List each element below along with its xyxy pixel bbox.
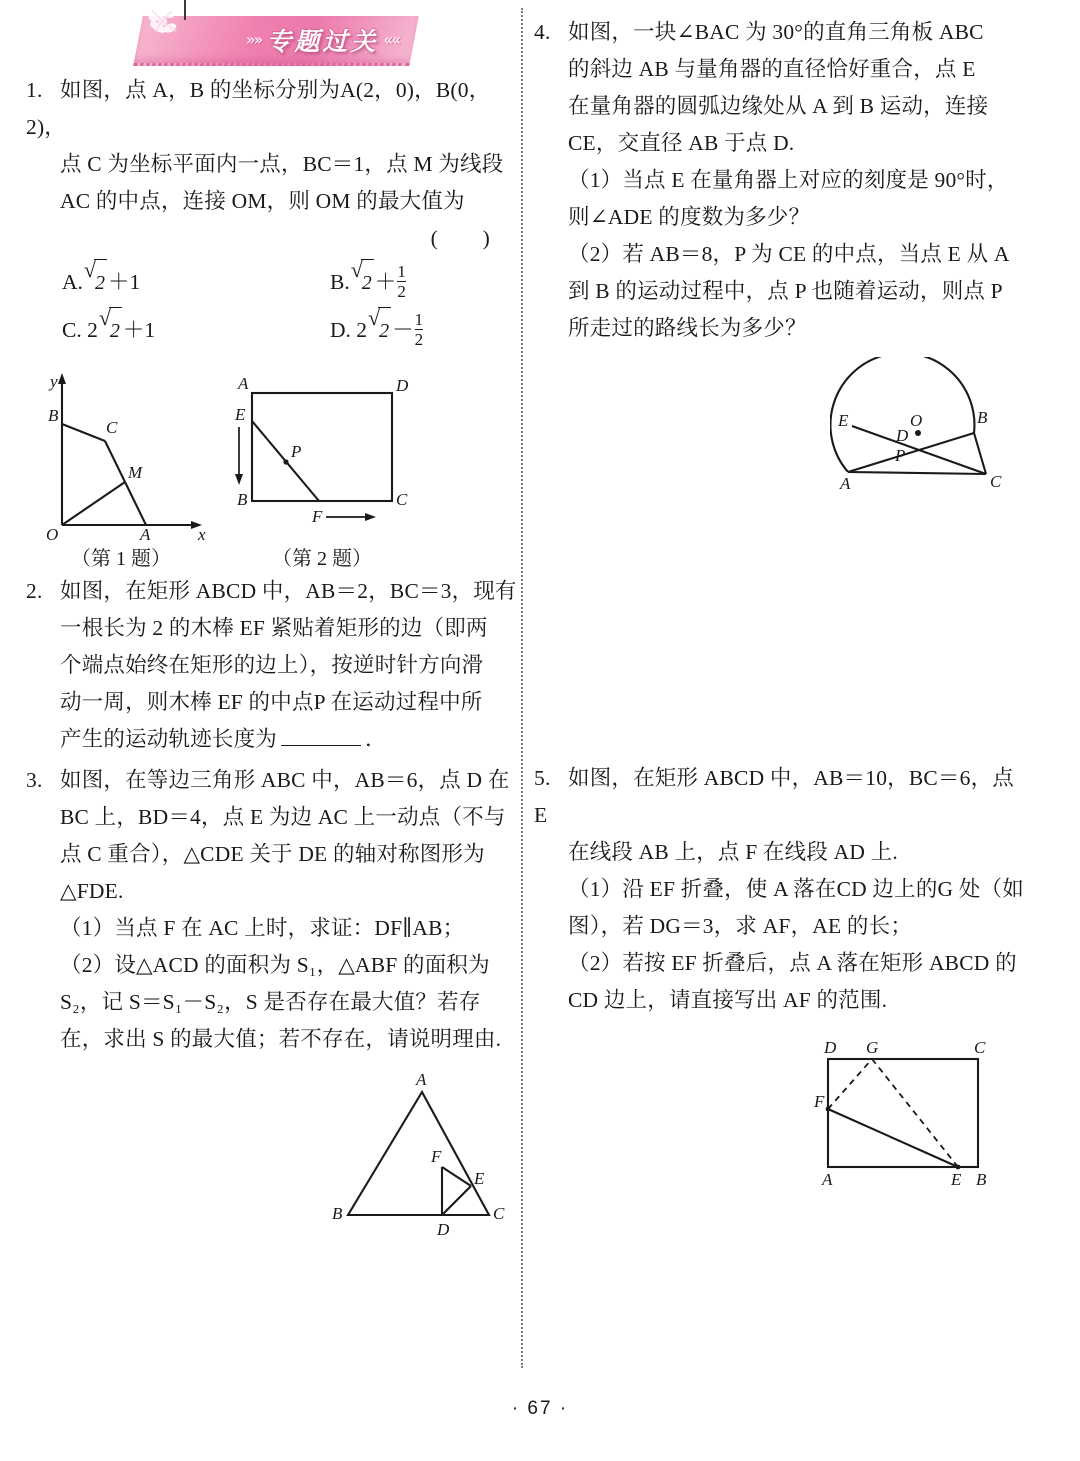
- figure-4-protractor-diagram: [830, 357, 1020, 502]
- figure-1-label-C: C: [106, 418, 118, 437]
- choice-d[interactable]: [330, 307, 424, 353]
- problem-2-line-4: 动一周，则木棒 EF 的中点P 在运动过程中所: [60, 690, 483, 714]
- figure-2-label-E: E: [235, 405, 246, 424]
- section-banner: [138, 0, 518, 72]
- choice-a-label: A.: [62, 270, 83, 294]
- sqrt-icon: √ 2: [368, 307, 391, 353]
- choice-a[interactable]: [62, 259, 330, 305]
- figure-3-label-C: C: [493, 1204, 505, 1223]
- problem-4-line-2: 的斜边 AB 与量角器的直径恰好重合，点 E: [568, 57, 976, 81]
- left-column: [26, 0, 518, 1252]
- choice-b[interactable]: [330, 259, 407, 305]
- problem-1-choices-row-1: [26, 259, 518, 305]
- problem-5-sub-3: （2）若按 EF 折叠后，点 A 落在矩形 ABCD 的: [568, 951, 1017, 975]
- figure-2-rectangle-diagram: [222, 365, 422, 540]
- figures-1-2-row: [26, 365, 518, 540]
- figure-4-label-O: O: [910, 411, 923, 430]
- figure-2-label-B: B: [237, 490, 248, 509]
- problem-4-line-1: [534, 14, 1026, 51]
- problem-2-line-5: [26, 721, 518, 758]
- problem-5-line-1: [534, 760, 1026, 834]
- figure-1-label-y: y: [50, 372, 58, 391]
- figure-4-label-P: P: [895, 446, 906, 465]
- figure-4-label-A: A: [840, 474, 851, 493]
- figure-3-label-F: F: [431, 1147, 442, 1166]
- problem-4: [534, 14, 1026, 347]
- problem-1: [26, 72, 518, 353]
- fraction-one-half: $\frac{1}{2}$: [397, 261, 406, 301]
- problem-4-sub-2: 则∠ADE 的度数为多少？: [568, 205, 811, 229]
- problem-2: [26, 573, 518, 758]
- problem-1-line-2: 点 C 为坐标平面内一点，BC＝1，点 M 为线段: [60, 152, 504, 176]
- problem-5-sub-2: 图），若 DG＝3，求 AF，AE 的长；: [568, 914, 913, 938]
- fraction-one-half: $\frac{1}{2}$: [414, 309, 424, 349]
- choice-a-tail: ＋1: [107, 270, 141, 294]
- figure-5-row: [534, 1033, 1026, 1198]
- problem-4-line-3: 在量角器的圆弧边缘处从 A 到 B 运动，连接: [568, 94, 989, 118]
- choice-c-coeff: 2: [81, 318, 98, 342]
- figure-4-row: [534, 357, 1026, 502]
- figure-3-label-A: A: [416, 1070, 427, 1089]
- choice-c-label: C.: [62, 318, 82, 342]
- problem-5-number: 5.: [534, 766, 551, 790]
- problem-4-line-4: CE，交直径 AB 于点 D.: [568, 131, 795, 155]
- problem-4-sub-3: （2）若 AB＝8，P 为 CE 的中点，当点 E 从 A: [568, 242, 1010, 266]
- problem-5-sub-1: （1）沿 EF 折叠，使 A 落在CD 边上的G 处（如: [568, 877, 1024, 901]
- choice-d-label: D.: [330, 318, 351, 342]
- problem-4-sub-1: （1）当点 E 在量角器上对应的刻度是 90°时，: [568, 168, 1009, 192]
- problem-5-sub-4: CD 边上，请直接写出 AF 的范围.: [568, 988, 888, 1012]
- figure-1-label-M: M: [128, 463, 143, 482]
- problem-2-text-5: 产生的运动轨迹长度为: [60, 727, 278, 751]
- problem-4-text-1: 如图，一块∠BAC 为 30°的直角三角板 ABC: [568, 20, 984, 44]
- figure-3-equilateral-triangle: [314, 1062, 514, 1252]
- problem-2-answer-blank[interactable]: [281, 745, 361, 746]
- problem-2-line-3: 个端点始终在矩形的边上），按逆时针方向滑: [60, 653, 484, 677]
- figure-4-label-B: B: [977, 408, 988, 427]
- problem-1-line-1: [26, 72, 518, 146]
- problem-3-sub-1: （1）当点 F 在 AC 上时，求证：DF∥AB；: [60, 916, 465, 940]
- page-footer: · 67 ·: [511, 1398, 569, 1419]
- problem-3-line-1: [26, 762, 518, 799]
- figure-2-label-P: P: [291, 442, 302, 461]
- chevron-right-icon: »»: [245, 30, 262, 49]
- choice-b-label: B.: [330, 270, 350, 294]
- problem-3-line-4: △FDE.: [60, 879, 124, 903]
- problem-1-number: 1.: [26, 78, 43, 102]
- figure-4-label-C: C: [990, 472, 1002, 491]
- sqrt-icon: √ 2: [84, 259, 107, 305]
- problem-3-line-2: BC 上，BD＝4，点 E 为边 AC 上一动点（不与: [60, 805, 506, 829]
- figure-captions-row: [26, 542, 518, 571]
- figure-5-label-C: C: [974, 1038, 986, 1057]
- choice-b-op: ＋: [374, 270, 397, 294]
- banner-title: 专题过关: [266, 26, 379, 56]
- chevron-left-icon: ««: [383, 30, 399, 49]
- figure-5-label-E: E: [951, 1170, 962, 1189]
- problem-2-period: ．: [365, 727, 387, 751]
- figure-5-label-D: D: [824, 1038, 837, 1057]
- figure-2-label-C: C: [396, 490, 408, 509]
- figure-2-label-A: A: [238, 374, 249, 393]
- flower-icon: [140, 1, 193, 45]
- problem-3-line-3: 点 C 重合），△CDE 关于 DE 的轴对称图形为: [60, 842, 485, 866]
- problem-4-number: 4.: [534, 20, 551, 44]
- figure-1-label-A: A: [140, 525, 151, 540]
- problem-3-sub-3: S₂，记 S＝S₁－S₂，S 是否存在最大值？若存: [60, 990, 481, 1014]
- figure-2-label-D: D: [396, 376, 409, 395]
- figure-2-label-F: F: [312, 507, 323, 526]
- figure-1-label-B: B: [48, 406, 59, 425]
- figure-5-folded-rectangle: [808, 1033, 1008, 1198]
- sqrt-icon: √ 2: [99, 307, 122, 353]
- problem-2-line-2: 一根长为 2 的木棒 EF 紧贴着矩形的边（即两: [60, 616, 488, 640]
- problem-1-line-3: AC 的中点，连接 OM，则 OM 的最大值为: [60, 189, 465, 213]
- problem-5-line-2: 在线段 AB 上，点 F 在线段 AD 上.: [568, 840, 898, 864]
- figure-2-caption: （第 2 题）: [272, 548, 372, 570]
- figure-1-label-x: x: [198, 525, 206, 540]
- figure-4-label-E: E: [838, 411, 849, 430]
- problem-1-text-1: 如图，点 A，B 的坐标分别为A(2，0)，B(0，2)，: [26, 78, 491, 139]
- figure-5-label-F: F: [814, 1092, 825, 1111]
- problem-3-text-1: 如图，在等边三角形 ABC 中，AB＝6，点 D 在: [60, 768, 510, 792]
- choice-c-tail: ＋1: [122, 318, 156, 342]
- figure-1-coordinate-diagram: [26, 365, 216, 540]
- problem-4-sub-5: 所走过的路线长为多少？: [568, 316, 807, 340]
- problem-3-sub-2: （2）设△ACD 的面积为 S₁，△ABF 的面积为: [60, 953, 490, 977]
- problem-3-sub-4: 在，求出 S 的最大值；若不存在，请说明理由.: [60, 1027, 502, 1051]
- figure-3-label-E: E: [474, 1169, 485, 1188]
- right-column: [534, 0, 1026, 1198]
- problem-5-text-1: 如图，在矩形 ABCD 中，AB＝10，BC＝6，点 E: [534, 766, 1020, 827]
- figure-1-label-O: O: [46, 525, 59, 540]
- figure-5-label-B: B: [976, 1170, 987, 1189]
- choice-d-op: －: [392, 318, 414, 342]
- choice-d-coeff: 2: [350, 318, 368, 342]
- problem-4-sub-4: 到 B 的运动过程中，点 P 也随着运动，则点 P: [568, 279, 1003, 303]
- problem-3: [26, 762, 518, 1058]
- sqrt-icon: √ 2: [351, 259, 374, 305]
- problem-2-text-1: 如图，在矩形 ABCD 中，AB＝2，BC＝3，现有: [60, 579, 517, 603]
- choice-c[interactable]: [62, 307, 330, 353]
- figure-3-label-B: B: [332, 1204, 343, 1223]
- column-divider: [521, 8, 523, 1368]
- figure-1-caption: （第 1 题）: [71, 548, 171, 570]
- figure-5-label-G: G: [866, 1038, 879, 1057]
- figure-3-row: [26, 1062, 518, 1252]
- problem-1-answer-parens[interactable]: ( ): [430, 226, 490, 250]
- problem-2-number: 2.: [26, 579, 43, 603]
- figure-3-label-D: D: [437, 1220, 450, 1239]
- problem-3-number: 3.: [26, 768, 43, 792]
- figure-5-label-A: A: [822, 1170, 833, 1189]
- problem-1-choices-row-2: [26, 307, 518, 353]
- problem-5: [534, 760, 1026, 1019]
- figure-4-label-D: D: [896, 426, 909, 445]
- problem-2-line-1: [26, 573, 518, 610]
